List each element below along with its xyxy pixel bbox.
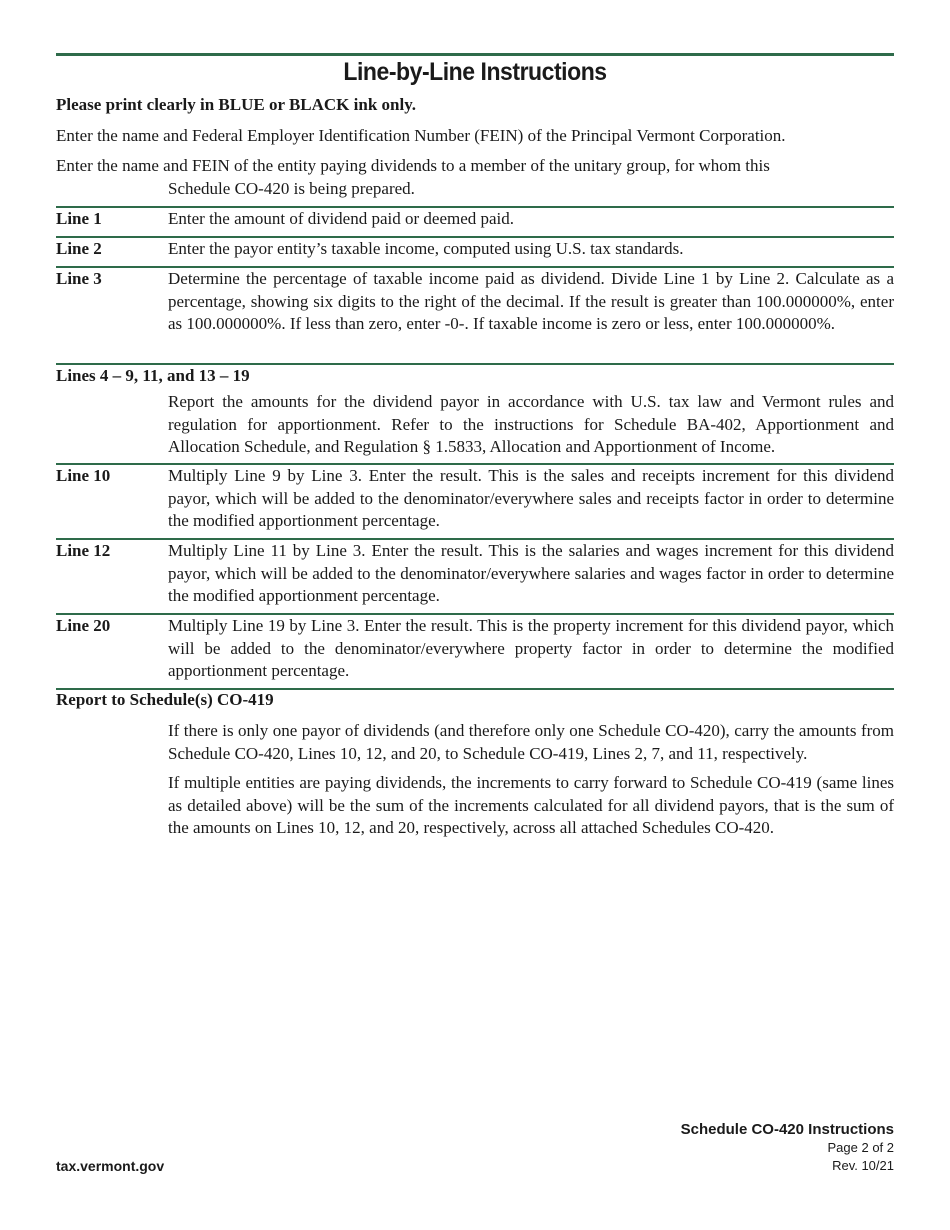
intro-paragraph-2-first: Enter the name and FEIN of the entity paying dividends to a member of the unitary group, for whom this xyxy=(56,156,770,175)
report-paragraph-1: If there is only one payor of dividends (and therefore only one Schedule CO-420), carry the amounts from Schedule CO-420, Lines 10, 12, and 20, to Schedule CO-419, Lines 2, 7, and 11, respectively. xyxy=(168,721,894,763)
report-paragraph-2: If multiple entities are paying dividends, the increments to carry forward to Schedule CO-419 (same lines as detailed above) will be the sum of the increments calculated for all dividend payors, that is the sum of the amounts on Lines 10, 12, and 20, respectively, across all attached Schedules CO-420. xyxy=(168,773,894,837)
intro-paragraph-2-cont: Schedule CO-420 is being prepared. xyxy=(168,178,415,198)
line3-text: Determine the percentage of taxable income paid as dividend. Divide Line 1 by Line 2. Calculate as a percentage, showing six digits to the right of the decimal. If the result is greater than 100.000000%, enter as 100.000000%. If less than zero, enter -0-. If taxable income is zero or less, enter 100.000000%. xyxy=(168,269,894,333)
line2-text: Enter the payor entity’s taxable income, computed using U.S. tax standards. xyxy=(168,239,684,258)
line10-text: Multiply Line 9 by Line 3. Enter the result. This is the sales and receipts increment for this dividend payor, which will be added to the denominator/everywhere sales and receipts factor in order to determine the modified apportionment percentage. xyxy=(168,466,894,530)
website-link[interactable]: tax.vermont.gov xyxy=(56,1158,165,1174)
intro-paragraph-1: Enter the name and Federal Employer Identification Number (FEIN) of the Principal Vermont Corporation. xyxy=(56,126,786,145)
page-title: Line-by-Line Instructions xyxy=(343,58,607,86)
line12-label: Line 12 xyxy=(56,541,111,560)
top-rule xyxy=(56,53,894,56)
lines4-19-heading: Lines 4 – 9, 11, and 13 – 19 xyxy=(56,366,250,385)
footer-info xyxy=(681,1121,894,1175)
line2-label: Line 2 xyxy=(56,239,102,258)
intro-paragraph-2 xyxy=(56,155,894,200)
page-number: Page 2 of 2 xyxy=(827,1140,894,1155)
lines4-19-text: Report the amounts for the dividend payor in accordance with U.S. tax law and Vermont rules and regulation for apportionment. Refer to the instructions for Schedule BA-402, Apportionment and Allocation Schedule, and Regulation § 1.5833, Allocation and Apportionment of Income. xyxy=(168,392,894,456)
line1-label: Line 1 xyxy=(56,209,102,228)
line20-label: Line 20 xyxy=(56,616,111,635)
form-title: Schedule CO-420 Instructions xyxy=(680,1121,894,1138)
revision-date: Rev. 10/21 xyxy=(832,1158,894,1173)
print-note: Please print clearly in BLUE or BLACK ink only. xyxy=(56,95,417,114)
line3-label: Line 3 xyxy=(56,269,102,288)
report-heading: Report to Schedule(s) CO-419 xyxy=(56,690,274,709)
line1-text: Enter the amount of dividend paid or deemed paid. xyxy=(168,209,515,228)
line12-text: Multiply Line 11 by Line 3. Enter the result. This is the salaries and wages increment for this dividend payor, which will be added to the denominator/everywhere salaries and wages factor in order to determine the modified apportionment percentage. xyxy=(168,541,894,605)
line20-text: Multiply Line 19 by Line 3. Enter the result. This is the property increment for this dividend payor, which will be added to the denominator/everywhere property factor in order to determine the modified apportionment percentage. xyxy=(168,616,894,680)
line10-label: Line 10 xyxy=(56,466,111,485)
